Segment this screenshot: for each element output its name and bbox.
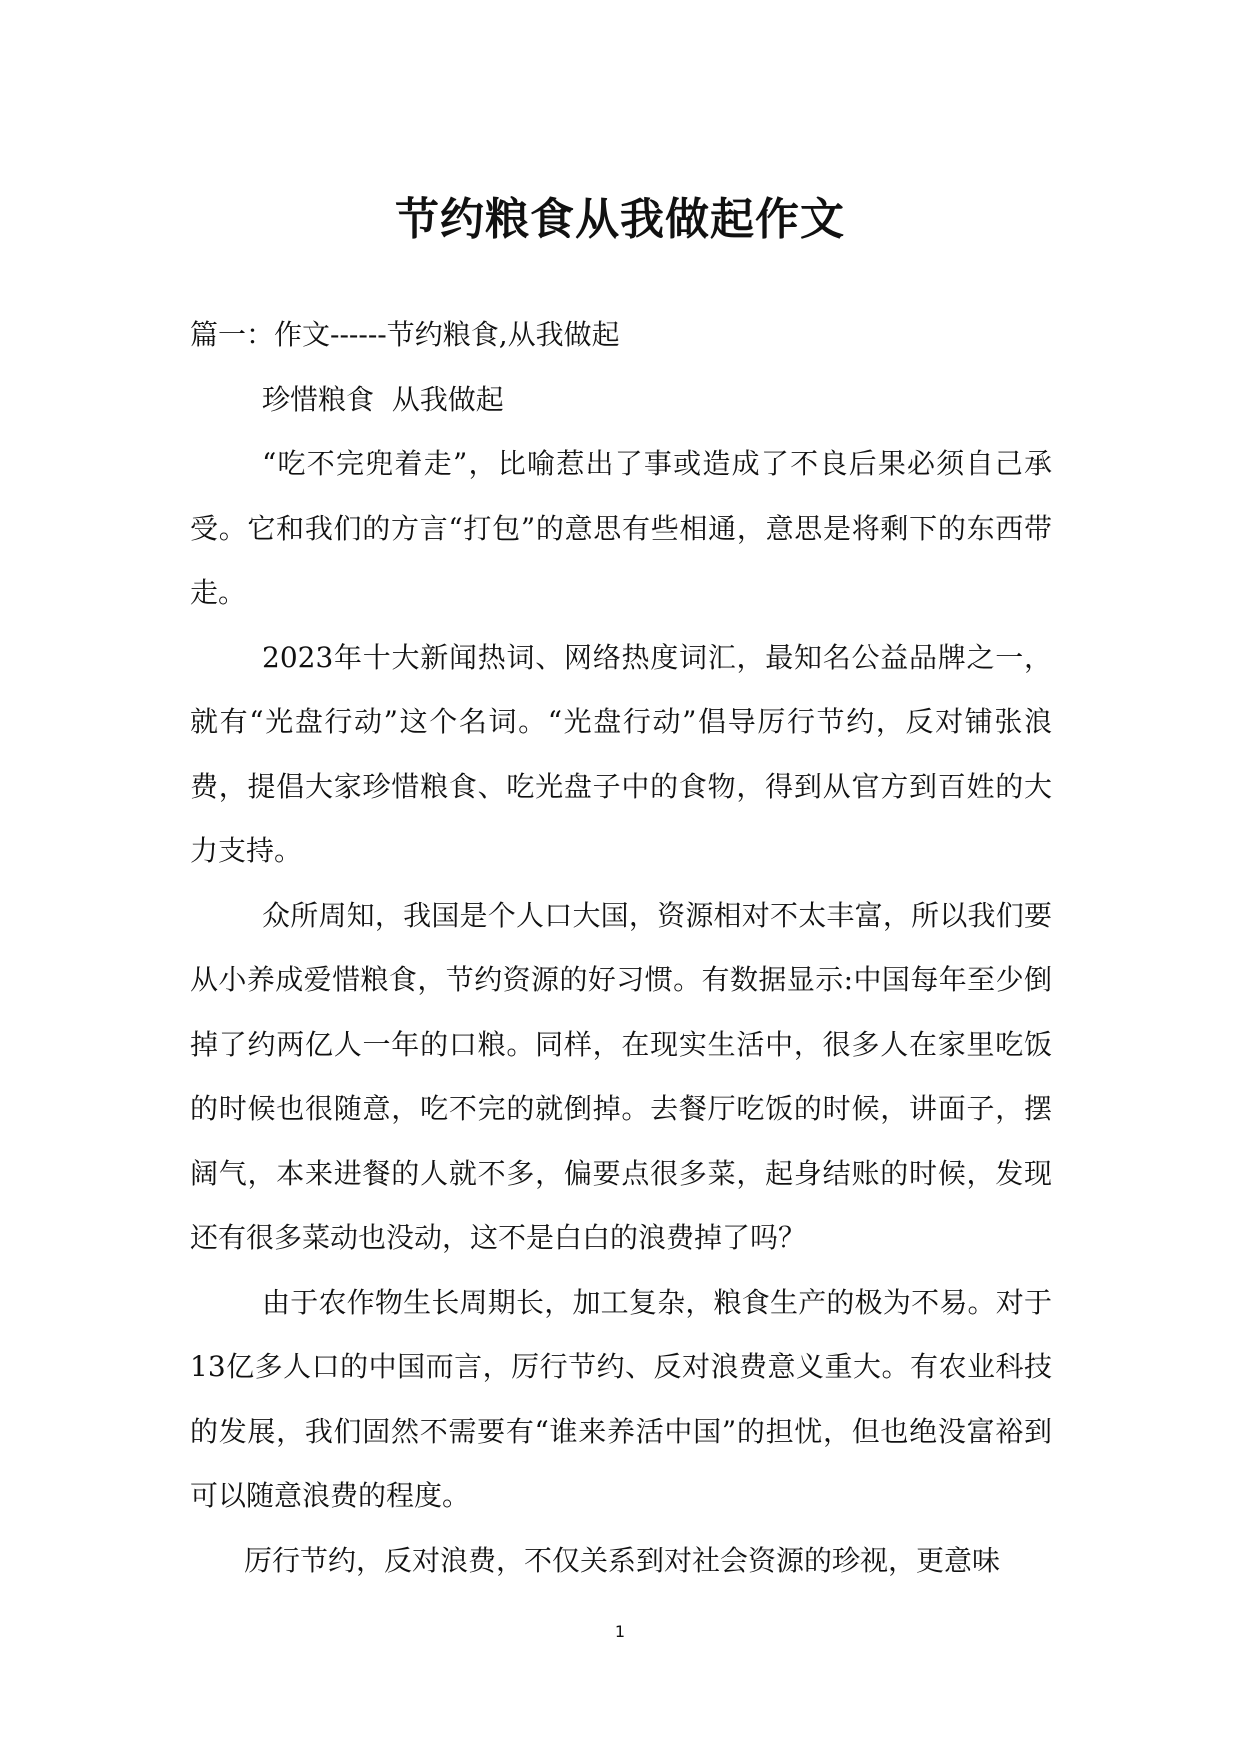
paragraph: 2023年十大新闻热词、网络热度词汇，最知名公益品牌之一，就有“光盘行动”这个名词。“光盘行动”倡导厉行节约，反对铺张浪费，提倡大家珍惜粮食、吃光盘子中的食物，得到从官方到百姓的大力支持。 <box>190 640 1052 867</box>
paragraph: 厉行节约，反对浪费，不仅关系到对社会资源的珍视，更意味 <box>244 1543 1001 1577</box>
page-number: 1 <box>614 1622 626 1641</box>
section-heading: 篇一：作文------节约粮食,从我做起 <box>190 318 620 351</box>
essay-subtitle: 珍惜粮食 从我做起 <box>262 382 504 416</box>
paragraph: 众所周知，我国是个人口大国，资源相对不太丰富，所以我们要从小养成爱惜粮食，节约资源的好习惯。有数据显示:中国每年至少倒掉了约两亿人一年的口粮。同样，在现实生活中，很多人在家里吃饭的时候也很随意，吃不完的就倒掉。去餐厅吃饭的时候，讲面子，摆阔气，本来进餐的人就不多，偏要点很多菜，起身结账的时候，发现还有很多菜动也没动，这不是白白的浪费掉了吗？ <box>190 898 1052 1254</box>
paragraph: 由于农作物生长周期长，加工复杂，粮食生产的极为不易。对于13亿多人口的中国而言，厉行节约、反对浪费意义重大。有农业科技的发展，我们固然不需要有“谁来养活中国”的担忧，但也绝没富裕到可以随意浪费的程度。 <box>190 1285 1052 1512</box>
document-body <box>190 303 1052 1593</box>
document-title: 节约粮食从我做起作文 <box>395 194 845 245</box>
paragraph: “吃不完兜着走”，比喻惹出了事或造成了不良后果必须自己承受。它和我们的方言“打包”的意思有些相通，意思是将剩下的东西带走。 <box>190 447 1052 609</box>
